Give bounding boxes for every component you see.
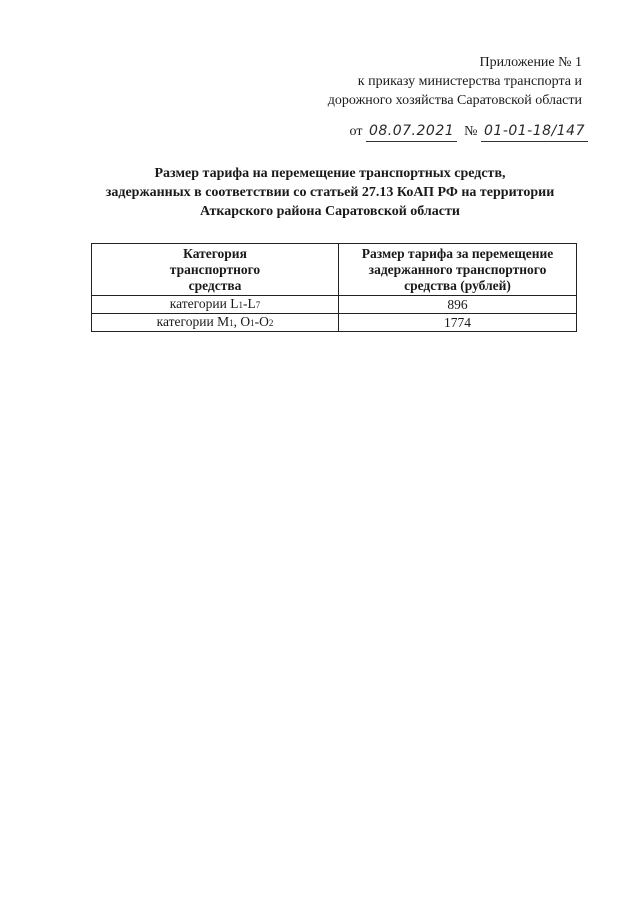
order-date-value: 08.07.2021 bbox=[366, 121, 457, 142]
header-category-line-2: транспортного bbox=[169, 262, 261, 277]
row-category-cell bbox=[92, 296, 339, 314]
category-text: -L bbox=[242, 296, 256, 311]
table-row bbox=[92, 314, 577, 332]
table-header-row bbox=[92, 244, 577, 296]
category-text: , O bbox=[233, 314, 251, 329]
appendix-block bbox=[262, 53, 582, 110]
row-category-cell bbox=[92, 314, 339, 332]
header-category bbox=[92, 244, 339, 296]
appendix-line-3: дорожного хозяйства Саратовской области bbox=[327, 93, 582, 108]
order-number-value: 01-01-18/147 bbox=[481, 121, 588, 142]
appendix-line-1: Приложение № 1 bbox=[479, 55, 582, 70]
header-tariff-line-1: Размер тарифа за перемещение bbox=[361, 246, 554, 261]
order-date-prefix: от bbox=[349, 124, 363, 139]
appendix-line-2: к приказу министерства транспорта и bbox=[357, 74, 582, 89]
order-reference bbox=[350, 121, 588, 142]
title-line-3: Аткарского района Саратовской области bbox=[200, 204, 460, 219]
category-subscript: 2 bbox=[268, 318, 274, 328]
category-subscript: 1 bbox=[250, 318, 255, 328]
document-title bbox=[80, 164, 580, 221]
row-tariff-cell: 896 bbox=[339, 296, 577, 314]
header-tariff-line-2: задержанного транспортного bbox=[368, 262, 547, 277]
category-subscript: 1 bbox=[229, 318, 234, 328]
table-row bbox=[92, 296, 577, 314]
header-category-line-1: Категория bbox=[183, 246, 247, 261]
category-subscript: 1 bbox=[238, 300, 243, 310]
category-text: категории M bbox=[156, 314, 230, 329]
row-tariff-cell: 1774 bbox=[339, 314, 577, 332]
category-text: категории L bbox=[169, 296, 239, 311]
order-number-prefix: № bbox=[464, 124, 478, 139]
category-text: -O bbox=[254, 314, 269, 329]
title-line-2: задержанных в соответствии со статьей 27.13 КоАП РФ на территории bbox=[105, 185, 555, 200]
header-category-line-3: средства bbox=[188, 278, 242, 293]
title-line-1: Размер тарифа на перемещение транспортных средств, bbox=[154, 166, 506, 181]
header-tariff bbox=[339, 244, 577, 296]
tariff-table bbox=[91, 243, 577, 332]
header-tariff-line-3: средства (рублей) bbox=[404, 278, 511, 293]
category-subscript: 7 bbox=[255, 300, 261, 310]
